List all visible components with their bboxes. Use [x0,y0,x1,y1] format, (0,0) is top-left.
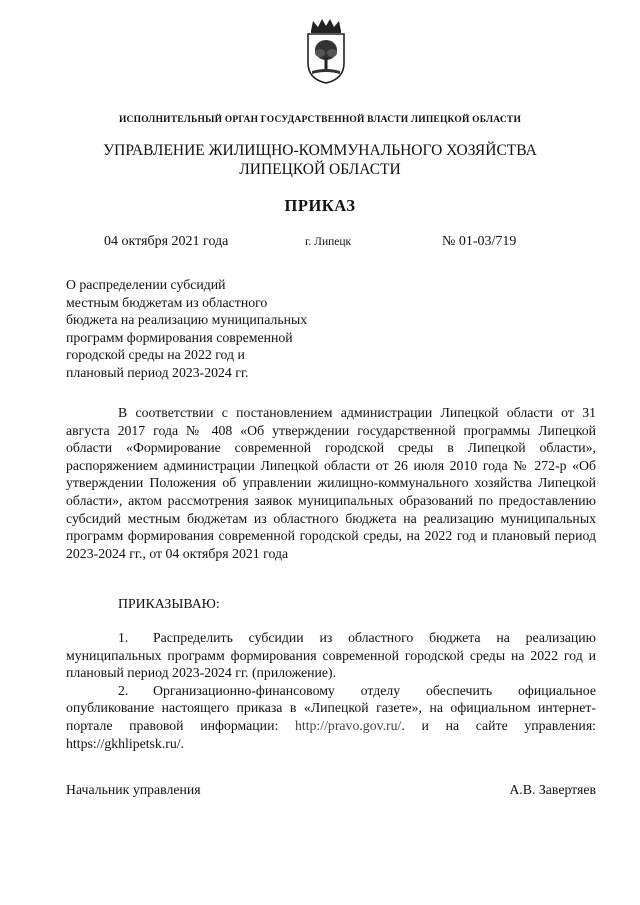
order-item-1 [66,629,596,682]
item-text: Распределить субсидии из областного бюджета на реализацию муниципальных программ формирования современной городской среды на 2022 год и плановый период 2023-2024 гг. (приложение). [66,630,596,681]
subject-line: местным бюджетам из областного [66,294,268,310]
subject-line: бюджета на реализацию муниципальных [66,312,308,328]
item-text: Организационно-финансовому отделу обеспечить официальное опубликование настоящего приказа в «Липецкой газете», на официальном интернет-портале правовой информации: [66,682,596,733]
department-line-1: УПРАВЛЕНИЕ ЖИЛИЩНО-КОММУНАЛЬНОГО ХОЗЯЙСТВА [103,142,537,159]
order-items [66,629,596,752]
coat-of-arms-icon [299,17,353,85]
subject-line: программ формирования современной [66,329,293,345]
document-type: ПРИКАЗ [284,196,356,215]
department-line-2: ЛИПЕЦКОЙ ОБЛАСТИ [239,161,401,178]
item-number: 1. [118,630,129,645]
item-number: 2. [118,682,129,698]
item-text-tail: . и на сайте управления: https://gkhlipetsk.ru/. [66,717,596,751]
preamble [66,404,596,562]
order-item-2 [66,682,596,752]
order-number: № 01-03/719 [442,234,517,249]
pravo-link[interactable]: http://pravo.gov.ru/ [294,717,402,733]
order-subject [66,276,366,382]
order-date: 04 октября 2021 года [104,234,229,249]
subject-line: городской среды на 2022 год и [66,347,245,363]
subject-line: плановый период 2023-2024 гг. [66,364,249,380]
signatory-position: Начальник управления [66,782,201,797]
signatory-name: А.В. Завертяев [509,782,596,797]
preamble-paragraph: В соответствии с постановлением администрации Липецкой области от 31 августа 2017 года № 408 «Об утверждении государственной программы Липецкой области «Формирование современной городской среды в Липецкой области», распоряжением администрации Липецкой области от 26 июля 2010 года № 272-р «Об утверждении Положения об управлении жилищно-коммунального хозяйства Липецкой области», актом рассмотрения заявок муниципальных образований по предоставлению субсидий местным бюджетам из областного бюджета на реализацию муниципальных программ формирования современной городской среды, на 2022 год и плановый период 2023-2024 гг., от 04 октября 2021 года [66,405,596,561]
order-city: г. Липецк [305,236,352,248]
order-directive: ПРИКАЗЫВАЮ: [118,596,220,611]
department-title [0,141,640,179]
authority-title: ИСПОЛНИТЕЛЬНЫЙ ОРГАН ГОСУДАРСТВЕННОЙ ВЛАСТИ ЛИПЕЦКОЙ ОБЛАСТИ [118,115,522,125]
subject-line: О распределении субсидий [66,277,226,292]
